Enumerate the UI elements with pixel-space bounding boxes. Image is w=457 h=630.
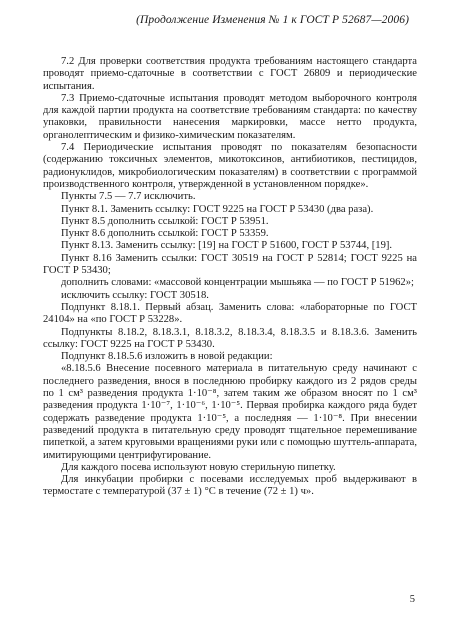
paragraph-8-1: Пункт 8.1. Заменить ссылку: ГОСТ 9225 на ГОСТ Р 53430 (два раза). (61, 203, 374, 215)
paragraph-7-3: 7.3 Приемо-сдаточные испытания проводят методом выборочного контроля для каждой партии продукта на соответствие требованиям стандарта: по качеству упаковки, правильности нанесения маркировки, массе нетто продукта, органолептическим и физико-химическим показателям. (43, 92, 417, 141)
paragraph-7-4: 7.4 Периодические испытания проводят по показателям безопасности (содержанию токсичных элементов, микотоксинов, антибиотиков, пестицидов, радионуклидов, микробиологическим показателям) в соответствии с программой производственного контроля, утвержденной в установленном порядке». (43, 142, 417, 190)
paragraph-8-18-5-6-text: «8.18.5.6 Внесение посевного материала в питательную среду начинают с последнего разведения, внося в последнюю пробирку каждого из 2 рядов среды по 1 см³ разведения продукта 1·10⁻⁸, затем таким же образом вносят по 1 см³ разведения продукта 1·10⁻⁷, 1·10⁻⁶, 1·10⁻⁵. Первая пробирка каждого ряда будет содержать разведение продукта 1·10⁻⁵, а последняя — 1·10⁻⁸. При внесении разведений продукта в питательную среду проводят тщательное перемешивание пипеткой, а затем круговыми вращениями руки или с помощью шуттель-аппарата, имитирующими центрифугирование. (43, 363, 417, 461)
paragraph-pipette: Для каждого посева используют новую стерильную пипетку. (61, 461, 336, 473)
page-number: 5 (409, 594, 415, 605)
paragraph-8-18-1: Подпункт 8.18.1. Первый абзац. Заменить слова: «лабораторные по ГОСТ 24104» на «по ГОСТ Р 53228». (43, 301, 417, 326)
paragraph-incubation: Для инкубации пробирки с посевами исследуемых проб выдерживают в термостате с температурой (37 ± 1) °С в течение (72 ± 1) ч». (43, 474, 417, 498)
paragraph-8-18-2-list: Подпункты 8.18.2, 8.18.3.1, 8.18.3.2, 8.18.3.4, 8.18.3.5 и 8.18.3.6. Заменить ссылку: ГОСТ 9225 на ГОСТ Р 53430. (43, 326, 417, 350)
paragraph-8-16-addition: дополнить словами: «массовой концентрации мышьяка — по ГОСТ Р 51962»; (61, 277, 414, 289)
paragraph-8-5: Пункт 8.5 дополнить ссылкой: ГОСТ Р 53951. (61, 215, 269, 227)
paragraph-8-16: Пункт 8.16 Заменить ссылки: ГОСТ 30519 на ГОСТ Р 52814; ГОСТ 9225 на ГОСТ Р 53430; (43, 252, 417, 277)
paragraph-7-2: 7.2 Для проверки соответствия продукта требованиям настоящего стандарта проводят приемо-сдаточные в соответствии с ГОСТ 26809 и периодические испытания. (43, 56, 417, 92)
paragraph-8-6: Пункт 8.6 дополнить ссылкой: ГОСТ Р 53359. (61, 228, 269, 240)
paragraph-8-18-5-6-intro: Подпункт 8.18.5.6 изложить в новой редакции: (61, 351, 273, 363)
paragraph-items-7-5-7-7: Пункты 7.5 — 7.7 исключить. (61, 191, 196, 203)
running-header: (Продолжение Изменения № 1 к ГОСТ Р 52687—2006) (136, 14, 409, 26)
document-body (43, 56, 417, 499)
paragraph-8-13: Пункт 8.13. Заменить ссылку: [19] на ГОСТ Р 51600, ГОСТ Р 53744, [19]. (61, 240, 393, 252)
paragraph-8-16-exclusion: исключить ссылку: ГОСТ 30518. (61, 289, 209, 301)
